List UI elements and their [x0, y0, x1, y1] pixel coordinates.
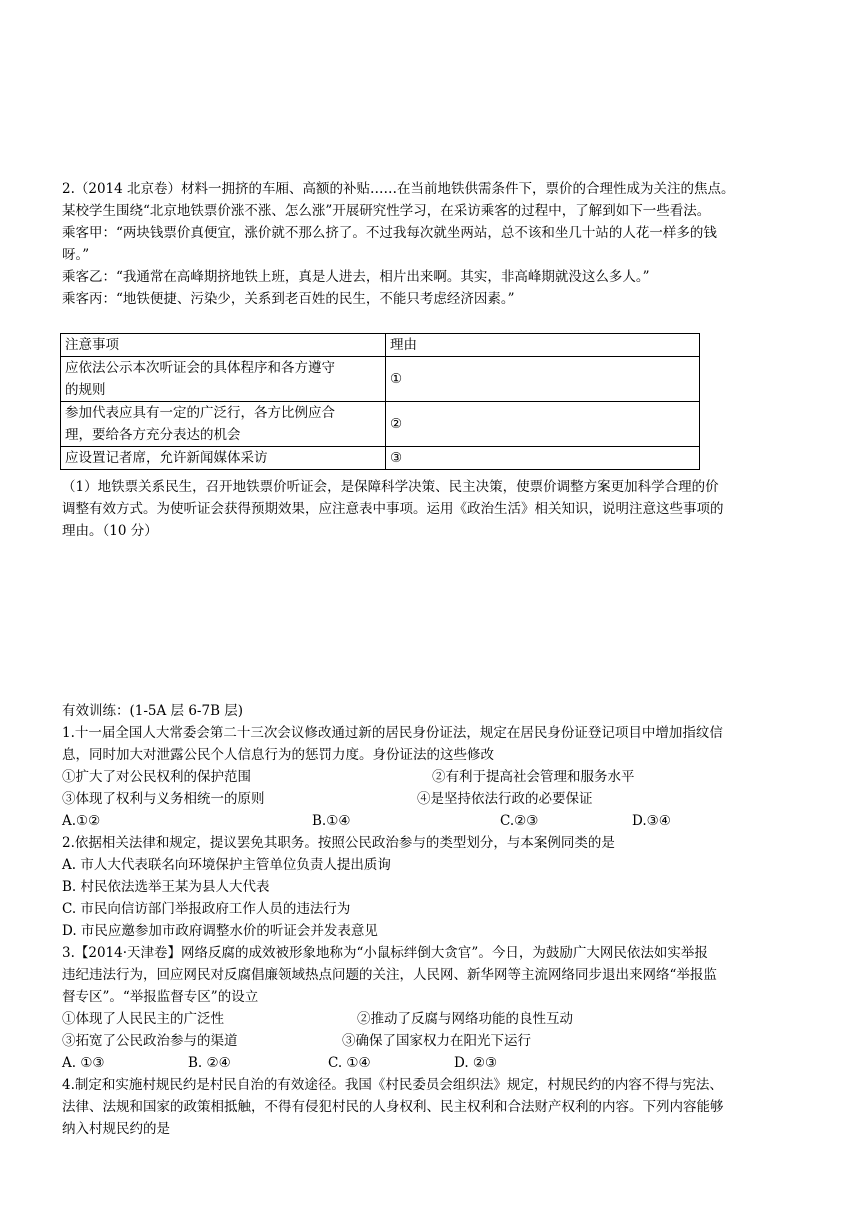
cell-line: 应依法公示本次听证会的具体程序和各方遵守 [65, 360, 335, 376]
training-header: 有效训练：(1-5A 层 6-7B 层) [62, 703, 244, 719]
question-line: 理由。（10 分） [62, 523, 158, 539]
table-cell-item: 应设置记者席，允许新闻媒体采访 [61, 447, 386, 470]
q2-subquestion [62, 476, 802, 542]
training-q1-stem [62, 722, 802, 766]
passage-line: 2.（2014 北京卷）材料一拥挤的车厢、高额的补贴……在当前地铁供需条件下，票价的合理性成为关注的焦点。 [62, 181, 735, 197]
statement: ③确保了国家权力在阳光下运行 [342, 1033, 531, 1049]
training-q3-stem [62, 942, 802, 1008]
question-line: 纳入村规民约的是 [62, 1121, 170, 1137]
choice-b: B. ②④ [188, 1055, 231, 1071]
table-cell-item [61, 357, 386, 402]
choice-b: B. 村民依法选举王某为县人大代表 [62, 879, 270, 895]
statement: ④是坚持依法行政的必要保证 [417, 791, 593, 807]
training-q1-statements [62, 766, 822, 832]
question-line: 1.十一届全国人大常委会第二十三次会议修改通过新的居民身份证法，规定在居民身份证登记项目中增加指纹信 [62, 725, 723, 741]
passage-line: 乘客乙：“我通常在高峰期挤地铁上班，真是人进去，相片出来啊。其实，非高峰期就没这么多人。” [62, 269, 650, 285]
passage-line: 乘客甲：“两块钱票价真便宜，涨价就不那么挤了。不过我每次就坐两站，总不该和坐几十站的人花一样多的钱 [62, 225, 717, 241]
table-row [61, 447, 700, 470]
choice-d: D. 市民应邀参加市政府调整水价的听证会并发表意见 [62, 923, 378, 939]
question-line: （1）地铁票关系民生，召开地铁票价听证会，是保障科学决策、民主决策，使票价调整方案更加科学合理的价 [62, 479, 719, 495]
cell-line: 的规则 [65, 382, 106, 398]
choice-c: C.②③ [500, 813, 539, 829]
statement: ③体现了权利与义务相统一的原则 [62, 791, 265, 807]
notes-table [60, 333, 700, 470]
question-line: 3.【2014·天津卷】网络反腐的成效被形象地称为“小鼠标绊倒大贪官”。今日，为鼓励广大网民依法如实举报 [62, 945, 708, 961]
passage-line: 乘客丙：“地铁便捷、污染少，关系到老百姓的民生，不能只考虑经济因素。” [62, 291, 515, 307]
passage-line: 某校学生围绕“北京地铁票价涨不涨、怎么涨”开展研究性学习，在采访乘客的过程中，了解到如下一些看法。 [62, 203, 711, 219]
statement: ②有利于提高社会管理和服务水平 [432, 769, 635, 785]
table-header-row [61, 334, 700, 357]
statement: ②推动了反腐与网络功能的良性互动 [357, 1011, 573, 1027]
choice-a: A.①② [62, 813, 101, 829]
table-row [61, 402, 700, 447]
choice-b: B.①④ [312, 813, 351, 829]
table-row [61, 357, 700, 402]
table-header-cell: 理由 [386, 334, 700, 357]
question-line: 4.制定和实施村规民约是村民自治的有效途径。我国《村民委员会组织法》规定，村规民约的内容不得与宪法、 [62, 1077, 723, 1093]
choice-a: A. ①③ [62, 1055, 105, 1071]
choice-c: C. ①④ [328, 1055, 371, 1071]
choice-d: D.③④ [632, 813, 671, 829]
training-q2 [62, 832, 802, 942]
training-q4 [62, 1074, 802, 1140]
choice-c: C. 市民向信访部门举报政府工作人员的违法行为 [62, 901, 351, 917]
question-line: 息，同时加大对泄露公民个人信息行为的惩罚力度。身份证法的这些修改 [62, 747, 494, 763]
statement: ③拓宽了公民政治参与的渠道 [62, 1033, 238, 1049]
question-line: 违纪违法行为，回应网民对反腐倡廉领域热点问题的关注，人民网、新华网等主流网络同步退出来网络“举报监 [62, 967, 717, 983]
question-line: 督专区”。“举报监督专区”的设立 [62, 989, 259, 1005]
q2-passage [62, 178, 802, 310]
question-line: 2.依据相关法律和规定，提议罢免其职务。按照公民政治参与的类型划分，与本案例同类的是 [62, 835, 615, 851]
table-cell-reason: ① [386, 357, 700, 402]
cell-line: 理，要给各方充分表达的机会 [65, 427, 241, 443]
choice-a: A. 市人大代表联名向环境保护主管单位负责人提出质询 [62, 857, 391, 873]
choice-d: D. ②③ [454, 1055, 498, 1071]
statement: ①扩大了对公民权利的保护范围 [62, 769, 251, 785]
question-line: 法律、法规和国家的政策相抵触，不得有侵犯村民的人身权利、民主权利和合法财产权利的内容。下列内容能够 [62, 1099, 724, 1115]
table-cell-reason: ② [386, 402, 700, 447]
cell-line: 参加代表应具有一定的广泛行，各方比例应合 [65, 405, 335, 421]
training-q3-statements [62, 1008, 822, 1074]
table-header-cell: 注意事项 [61, 334, 386, 357]
table-cell-reason: ③ [386, 447, 700, 470]
question-line: 调整有效方式。为使听证会获得预期效果，应注意表中事项。运用《政治生活》相关知识，说明注意这些事项的 [62, 501, 724, 517]
statement: ①体现了人民民主的广泛性 [62, 1011, 224, 1027]
passage-line: 呀。” [62, 247, 90, 263]
table-cell-item [61, 402, 386, 447]
